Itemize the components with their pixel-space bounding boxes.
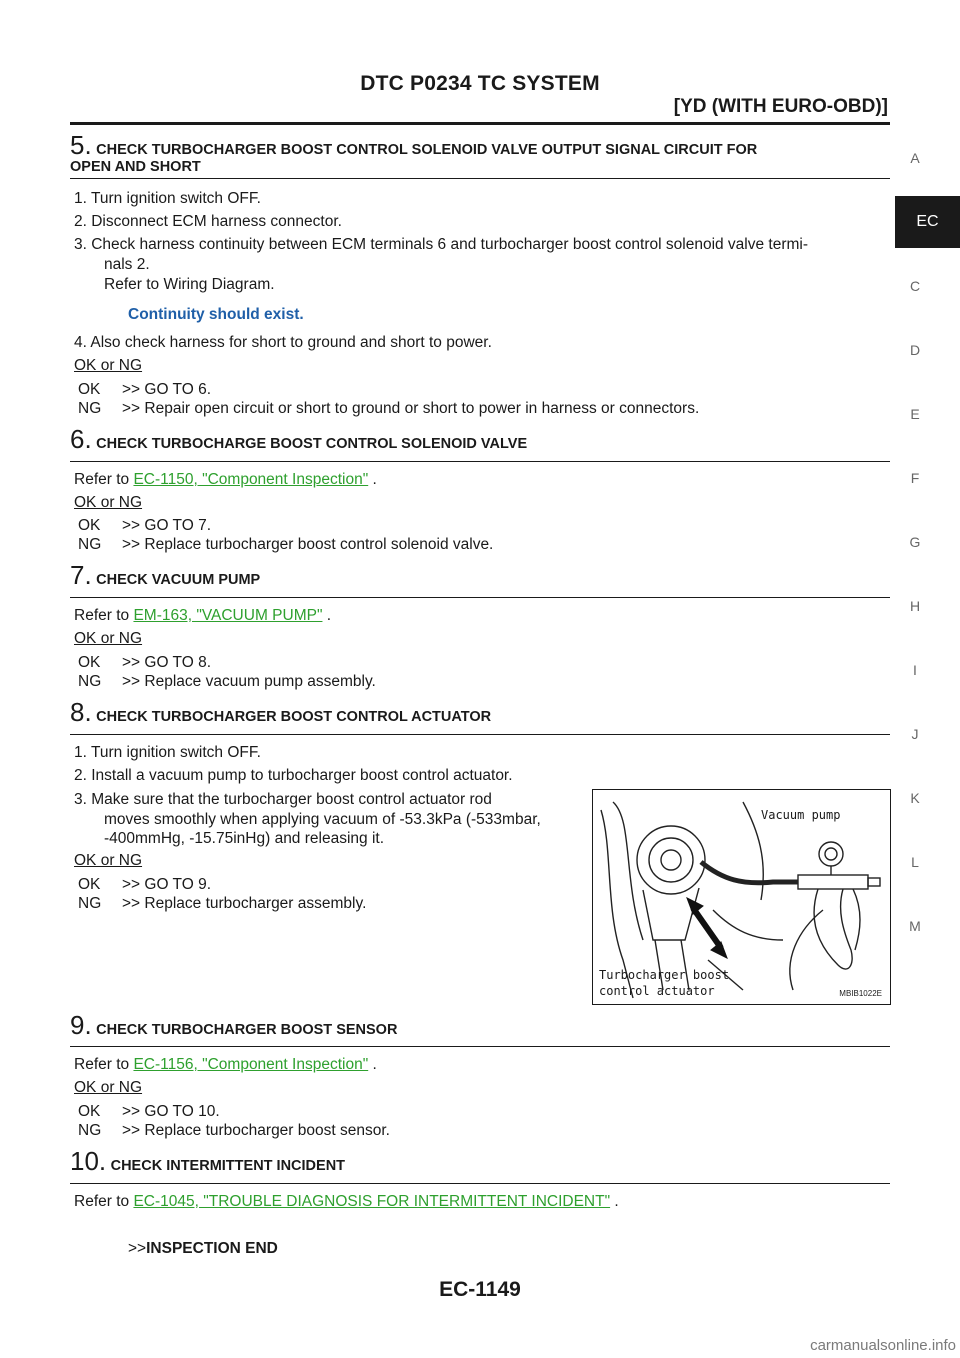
page-subtitle: [YD (WITH EURO-OBD)]	[673, 96, 888, 117]
step-5-item-3-refer: Refer to Wiring Diagram.	[104, 276, 275, 293]
step-5-ok-result: OK >> GO TO 6.	[78, 381, 212, 398]
step-10-rule	[70, 1183, 890, 1184]
side-index-a[interactable]: A	[910, 150, 920, 166]
step-7-ok-or-ng: OK or NG	[74, 630, 143, 647]
side-index-h[interactable]: H	[909, 598, 921, 614]
step-9-ok-result: OK >> GO TO 10.	[78, 1103, 220, 1120]
side-index-j[interactable]: J	[911, 726, 919, 742]
step-7-heading: 7. CHECK VACUUM PUMP	[70, 560, 261, 590]
side-index-f[interactable]: F	[910, 470, 920, 486]
step-5-item-3-cont: nals 2.	[104, 256, 150, 273]
step-6-ng-result: NG >> Replace turbocharger boost control solenoid valve.	[78, 536, 494, 553]
step-9-ng-result: NG >> Replace turbocharger boost sensor.	[78, 1122, 390, 1139]
side-index-i[interactable]: I	[913, 662, 917, 678]
step-8-ng-result: NG >> Replace turbocharger assembly.	[78, 895, 367, 912]
step-8-item-3-cont-2: -400mmHg, -15.75inHg) and releasing it.	[104, 830, 384, 847]
step-6-refer: Refer to EC-1150, "Component Inspection" .	[74, 471, 377, 488]
step-5-item-2: 2. Disconnect ECM harness connector.	[74, 213, 342, 230]
step-6-rule	[70, 461, 890, 462]
step-6-ok-or-ng: OK or NG	[74, 494, 143, 511]
step-5-item-3: 3. Check harness continuity between ECM terminals 6 and turbocharger boost control solenoid valve termi-	[74, 236, 809, 253]
side-index-e[interactable]: E	[910, 406, 920, 422]
step-8-rule	[70, 734, 890, 735]
figure-label-actuator-2: control actuator	[599, 984, 715, 998]
watermark: carmanualsonline.info	[810, 1337, 956, 1354]
step-5-item-4: 4. Also check harness for short to ground and short to power.	[74, 334, 492, 351]
side-index-g[interactable]: G	[909, 534, 921, 550]
step-9-refer: Refer to EC-1156, "Component Inspection" .	[74, 1056, 377, 1073]
step-10-link[interactable]: EC-1045, "TROUBLE DIAGNOSIS FOR INTERMITTENT INCIDENT"	[133, 1193, 611, 1210]
page-number: EC-1149	[439, 1278, 521, 1301]
step-5-heading-cont: OPEN AND SHORT	[70, 159, 201, 175]
inspection-end: >>INSPECTION END	[128, 1240, 278, 1257]
step-7-refer: Refer to EM-163, "VACUUM PUMP" .	[74, 607, 332, 624]
side-index-m[interactable]: M	[909, 918, 921, 934]
step-6-ok-result: OK >> GO TO 7.	[78, 517, 212, 534]
step-8-ok-result: OK >> GO TO 9.	[78, 876, 212, 893]
step-6-heading: 6. CHECK TURBOCHARGE BOOST CONTROL SOLENOID VALVE	[70, 424, 528, 454]
step-9-rule	[70, 1046, 890, 1047]
step-8-item-1: 1. Turn ignition switch OFF.	[74, 744, 261, 761]
step-8-heading: 8. CHECK TURBOCHARGER BOOST CONTROL ACTUATOR	[70, 697, 492, 727]
page-title: DTC P0234 TC SYSTEM	[360, 72, 600, 95]
step-7-ng-result: NG >> Replace vacuum pump assembly.	[78, 673, 376, 690]
step-5-ok-or-ng: OK or NG	[74, 357, 143, 374]
step-6-link[interactable]: EC-1150, "Component Inspection"	[133, 471, 369, 488]
step-10-heading: 10. CHECK INTERMITTENT INCIDENT	[70, 1146, 346, 1176]
step-7-ok-result: OK >> GO TO 8.	[78, 654, 212, 671]
step-9-link[interactable]: EC-1156, "Component Inspection"	[133, 1056, 369, 1073]
step-5-heading: 5. CHECK TURBOCHARGER BOOST CONTROL SOLENOID VALVE OUTPUT SIGNAL CIRCUIT FOR	[70, 130, 758, 160]
figure-label-vacuum-pump: Vacuum pump	[761, 808, 841, 822]
step-8-ok-or-ng: OK or NG	[74, 852, 143, 869]
step-7-link[interactable]: EM-163, "VACUUM PUMP"	[133, 607, 323, 624]
step-8-item-3-cont-1: moves smoothly when applying vacuum of -53.3kPa (-533mbar,	[104, 811, 541, 828]
header-rule	[70, 122, 890, 125]
figure-label-actuator-1: Turbocharger boost	[599, 968, 730, 982]
side-index-k[interactable]: K	[910, 790, 920, 806]
step-7-rule	[70, 597, 890, 598]
step-5-item-1: 1. Turn ignition switch OFF.	[74, 190, 261, 207]
figure-code: MBIB1022E	[839, 989, 882, 998]
step-8-item-2: 2. Install a vacuum pump to turbocharger boost control actuator.	[74, 767, 513, 784]
step-9-ok-or-ng: OK or NG	[74, 1079, 143, 1096]
vacuum-pump-figure	[592, 789, 891, 1005]
step-5-spec: Continuity should exist.	[128, 306, 304, 323]
side-index-l[interactable]: L	[911, 854, 919, 870]
step-5-ng-result: NG >> Repair open circuit or short to ground or short to power in harness or connectors.	[78, 400, 700, 417]
step-10-refer: Refer to EC-1045, "TROUBLE DIAGNOSIS FOR INTERMITTENT INCIDENT" .	[74, 1193, 619, 1210]
step-5-rule	[70, 178, 890, 179]
side-index-d[interactable]: D	[909, 342, 921, 358]
side-index-ec[interactable]: EC	[895, 196, 960, 248]
side-index-c[interactable]: C	[909, 278, 921, 294]
step-9-heading: 9. CHECK TURBOCHARGER BOOST SENSOR	[70, 1010, 398, 1040]
step-8-item-3: 3. Make sure that the turbocharger boost control actuator rod	[74, 791, 492, 808]
